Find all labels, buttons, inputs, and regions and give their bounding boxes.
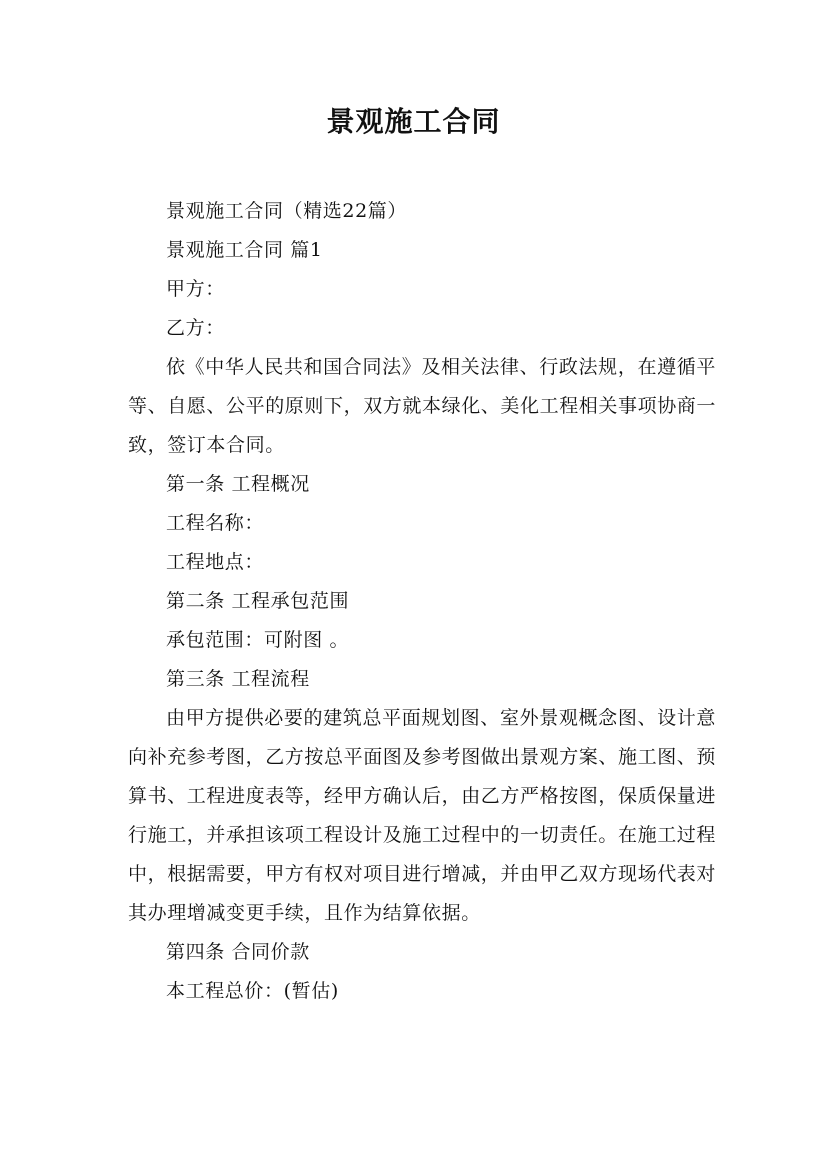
paragraph-clause-2-heading: 第二条 工程承包范围 — [166, 590, 350, 612]
paragraph-article-heading: 景观施工合同 篇1 — [166, 239, 323, 261]
document-body — [128, 192, 716, 1011]
paragraph-total-price: 本工程总价：(暂估) — [166, 980, 339, 1002]
paragraph-preamble: 依《中华人民共和国合同法》及相关法律、行政法规，在遵循平等、自愿、公平的原则下，双方就本绿化、美化工程相关事项协商一致，签订本合同。 — [128, 356, 717, 456]
paragraph-clause-3-heading: 第三条 工程流程 — [166, 668, 310, 690]
paragraph-clause-1-heading: 第一条 工程概况 — [166, 473, 310, 495]
paragraph-process: 由甲方提供必要的建筑总平面规划图、室外景观概念图、设计意向补充参考图，乙方按总平面图及参考图做出景观方案、施工图、预算书、工程进度表等，经甲方确认后，由乙方严格按图，保质保量进行施工，并承担该项工程设计及施工过程中的一切责任。在施工过程中，根据需要，甲方有权对项目进行增减，并由甲乙双方现场代表对其办理增减变更手续，且作为结算依据。 — [128, 707, 717, 924]
paragraph-project-location: 工程地点： — [166, 551, 265, 573]
paragraph-scope: 承包范围：可附图 。 — [166, 629, 350, 651]
paragraph-clause-4-heading: 第四条 合同价款 — [166, 941, 310, 963]
paragraph-party-a: 甲方： — [166, 278, 225, 300]
paragraph-party-b: 乙方： — [166, 317, 225, 339]
document-title: 景观施工合同 — [326, 105, 501, 138]
paragraph-subtitle: 景观施工合同（精选22篇） — [166, 200, 407, 222]
paragraph-project-name: 工程名称： — [166, 512, 265, 534]
